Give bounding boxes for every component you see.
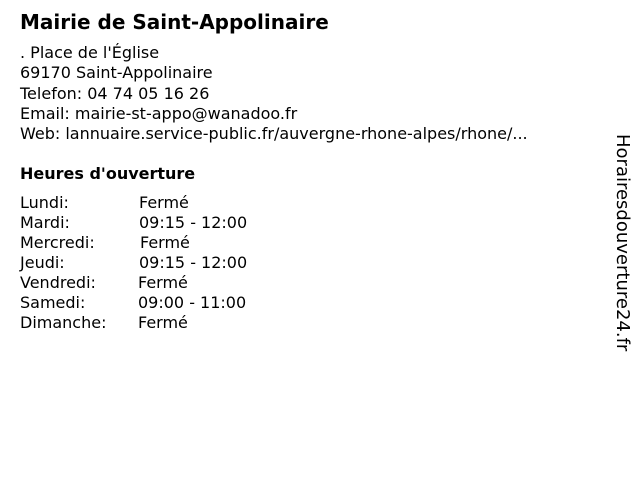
phone-number: Telefon: 04 74 05 16 26 xyxy=(20,83,210,103)
day-label: Samedi: xyxy=(20,293,86,312)
hours-value: 09:15 - 12:00 xyxy=(139,213,248,232)
day-label: Jeudi: xyxy=(20,253,65,272)
website-link: Web: lannuaire.service-public.fr/auvergne-rhone-alpes/rhone/... xyxy=(20,124,528,144)
street-address: . Place de l'Église xyxy=(20,43,160,62)
email-address: Email: mairie-st-appo@wanadoo.fr xyxy=(20,103,298,123)
watermark-text: Horairesdouverture24.fr xyxy=(612,134,633,352)
day-label: Mardi: xyxy=(20,213,70,232)
hours-value: Fermé xyxy=(138,313,188,332)
hours-heading: Heures d'ouverture xyxy=(20,164,196,183)
city-address: 69170 Saint-Appolinaire xyxy=(20,63,213,83)
day-label: Lundi: xyxy=(20,193,69,212)
day-label: Mercredi: xyxy=(20,233,95,252)
hours-value: Fermé xyxy=(139,193,189,212)
hours-value: 09:15 - 12:00 xyxy=(139,253,248,272)
page-title: Mairie de Saint-Appolinaire xyxy=(20,10,329,34)
day-label: Dimanche: xyxy=(20,313,107,332)
address-block xyxy=(20,43,528,144)
hours-value: 09:00 - 11:00 xyxy=(138,293,247,312)
day-label: Vendredi: xyxy=(20,273,96,292)
hours-value: Fermé xyxy=(140,233,190,252)
hours-value: Fermé xyxy=(138,273,188,292)
